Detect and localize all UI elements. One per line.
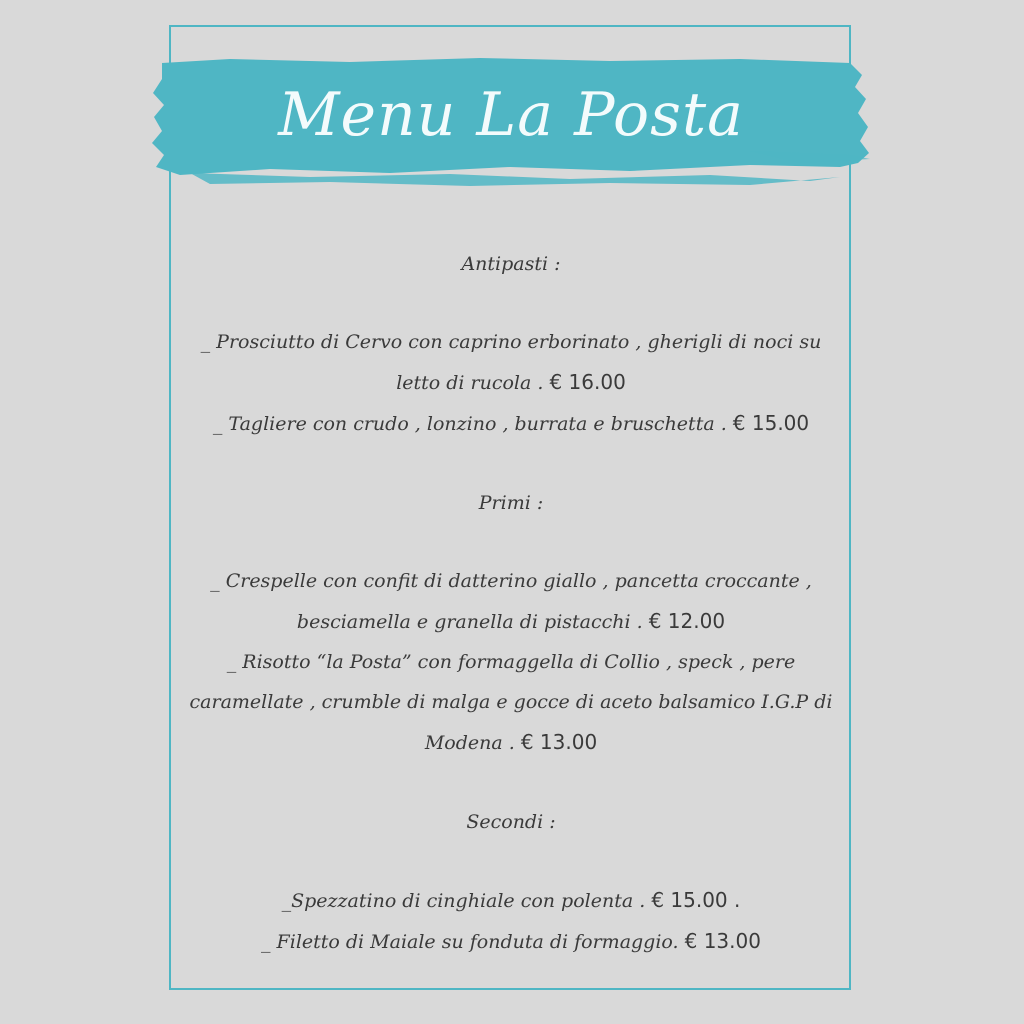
menu-item [180,880,842,921]
item-text: _ Crespelle con confit di datterino giallo , pancetta croccante , besciamella e granella di pistacchi . [210,570,812,633]
section-heading: Primi : [478,492,544,514]
section-primi [180,479,842,763]
section-heading: Secondi : [466,811,556,833]
item-price: € 12.00 [648,609,726,633]
item-text: _ Filetto di Maiale su fonduta di formaggio. [261,931,679,953]
item-text: _Spezzatino di cinghiale con polenta . [281,890,646,912]
menu-item [180,642,842,763]
item-text: _ Tagliere con crudo , lonzino , burrata e bruschetta . [212,413,727,435]
section-heading: Antipasti : [461,253,561,275]
menu-item [180,403,842,444]
item-price: € 15.00 . [651,888,741,912]
item-price: € 13.00 [684,929,761,953]
menu-item [180,561,842,642]
menu-item [180,322,842,403]
section-secondi [180,798,842,962]
item-text: _ Risotto “la Posta” con formaggella di Collio , speck , pere caramellate , crumble di malga e gocce di aceto balsamico I.G.P di Modena . [189,651,833,754]
title-banner [150,55,872,190]
item-price: € 13.00 [520,730,598,754]
item-price: € 15.00 [732,411,810,435]
item-text: _ Prosciutto di Cervo con caprino erborinato , gherigli di noci su letto di rucola . [200,331,822,394]
section-antipasti [180,240,842,444]
menu-title: Menu La Posta [278,80,744,150]
menu-content [180,240,842,962]
menu-item [180,921,842,962]
item-price: € 16.00 [549,370,626,394]
